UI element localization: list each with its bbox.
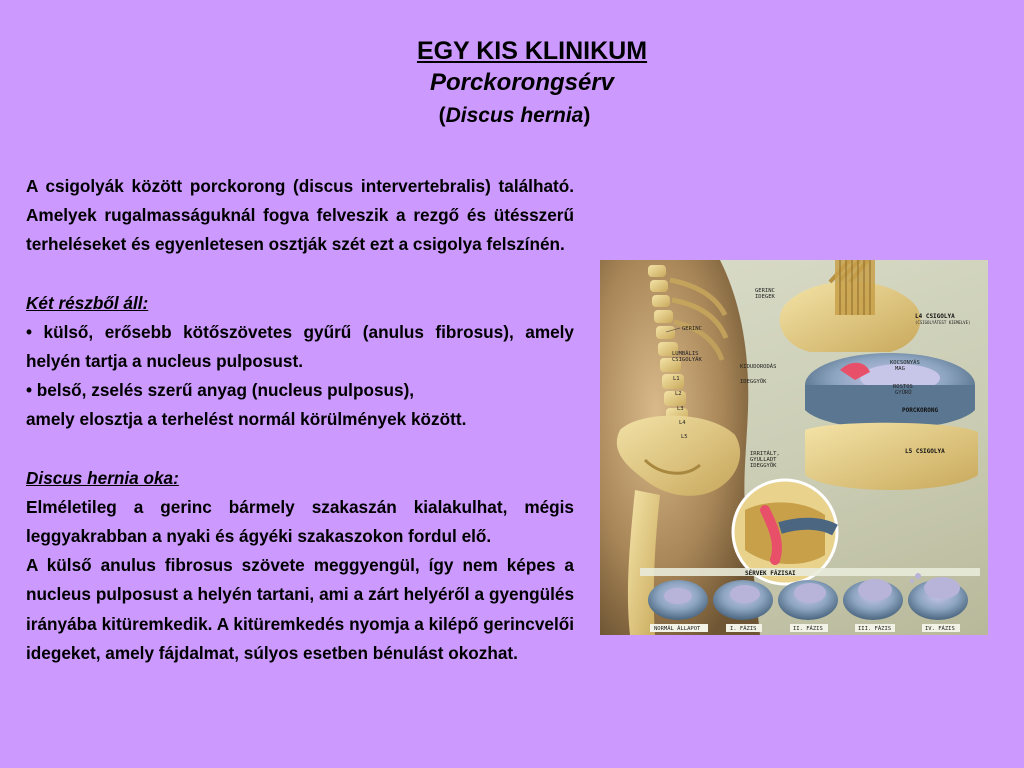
body-text (26, 172, 574, 668)
label-l3: L3 (677, 406, 684, 412)
label-csigolyak: CSIGOLYÁK (672, 357, 702, 363)
label-porckorong: PORCKORONG (902, 407, 939, 414)
label-serv-fazisai: SÉRVEK FÁZISAI (745, 570, 796, 577)
label-ideggyok: IDEGGYÖK (740, 379, 767, 385)
part1-paragraph: • külső, erősebb kötőszövetes gyűrű (anulus fibrosus), amely helyén tartja a nucleus pulposust. (26, 321, 574, 372)
cause2-paragraph: A külső anulus fibrosus szövete meggyengül, így nem képes a nucleus pulposust a helyén tartani, ami a zárt helyéről a gyengülés irányába kitüremkedik. A kitüremkedés nyomja a kilépő gerincvelői idegeket, amely fájdalmat, súlyos esetben bénulást okozhat. (26, 555, 574, 663)
spine-illustration (600, 260, 988, 635)
label-f1: I. FÁZIS (730, 626, 757, 632)
label-l2: L2 (675, 391, 682, 397)
label-l4: L4 (679, 420, 686, 426)
latin-term: Discus hernia (445, 104, 584, 127)
label-f4: IV. FÁZIS (925, 626, 955, 632)
cause-heading: Discus hernia oka: (26, 467, 179, 488)
label-rostos: ROSTOS (893, 384, 913, 390)
label-gerinc-ideg: GERINC (755, 288, 775, 294)
label-kidudorodas: KIDUDORODÁS (740, 364, 777, 370)
label-gyuru: GYŰRŰ (895, 390, 912, 396)
label-l4-csigolya: L4 CSIGOLYA (915, 313, 955, 320)
label-l1: L1 (673, 376, 680, 382)
label-gyulladt: GYULLADT (750, 457, 777, 463)
page-title: EGY KIS KLINIKUM (416, 37, 648, 65)
label-l5-csigolya: L5 CSIGOLYA (905, 448, 945, 455)
header (0, 36, 1024, 132)
label-normal: NORMÁL ÁLLAPOT (654, 626, 701, 632)
label-ideggyok2: IDEGGYÖK (750, 463, 777, 469)
page-subtitle: Porckorongsérv (429, 69, 615, 96)
intro-paragraph: A csigolyák között porckorong (discus intervertebralis) található. Amelyek rugalmasságuknál fogva felveszik a rezgő és ütésszerű terheléseket és egyenletesen osztják szét ezt a csigolya felszínén. (26, 176, 574, 255)
label-idegek: IDEGEK (755, 294, 775, 300)
label-l5: L5 (681, 434, 688, 440)
label-f3: III. FÁZIS (858, 626, 892, 632)
label-l4-sub: (CSIGOLYÁTEST KIEMELVE) (915, 320, 971, 325)
latin-close: ) (583, 104, 591, 127)
label-f2: II. FÁZIS (793, 626, 823, 632)
label-mag: MAG (895, 366, 905, 372)
label-kocsonyas: KOCSONYÁS (890, 360, 920, 366)
latin-name (5, 100, 1024, 132)
label-lumbalis: LUMBÁLIS (672, 351, 699, 357)
spine-anatomy-image (600, 260, 988, 635)
cause1-paragraph: Elméletileg a gerinc bármely szakaszán kialakulhat, mégis leggyakrabban a nyaki és ágyéki szakaszokon fordul elő. (26, 496, 574, 547)
label-irritalt: IRRITÁLT, (750, 451, 780, 457)
part2-line1: • belső, zselés szerű anyag (nucleus pulposus), (26, 380, 415, 401)
latin-open: ( (438, 104, 446, 127)
label-gerinc: GERINC (682, 326, 702, 332)
part2-line2: amely elosztja a terhelést normál körülmények között. (26, 409, 467, 430)
parts-heading: Két részből áll: (26, 292, 149, 313)
